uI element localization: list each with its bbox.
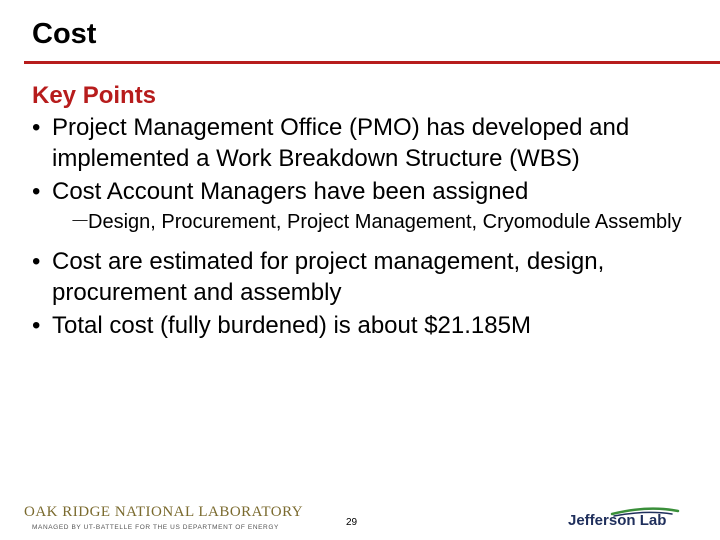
slide-body [32, 79, 702, 343]
bullet-dot: • [32, 248, 41, 275]
ornl-logo [24, 503, 304, 533]
ornl-name: OAK RIDGE NATIONAL LABORATORY [24, 504, 304, 520]
bullet-dot: • [32, 178, 41, 205]
key-points-heading: Key Points [32, 82, 157, 109]
bullet-text: Cost are estimated for project management, design, procurement and assembly [52, 248, 605, 306]
bullet-dot: • [32, 312, 41, 339]
bullet-text: Project Management Office (PMO) has developed and implemented a Work Breakdown Structure (WBS) [52, 114, 630, 172]
slide-title: Cost [32, 18, 97, 50]
jefferson-lab-swoosh-icon [568, 507, 696, 535]
bullet-item [32, 112, 702, 174]
sub-bullet-text: Design, Procurement, Project Management, Cryomodule Assembly [88, 211, 682, 233]
sub-bullet-item [32, 209, 702, 236]
sub-bullet-dash: － [70, 211, 90, 233]
bullet-text: Cost Account Managers have been assigned [52, 178, 529, 205]
page-number: 29 [346, 517, 358, 528]
ornl-tagline: MANAGED BY UT-BATTELLE FOR THE US DEPARTMENT OF ENERGY [32, 524, 279, 531]
bullet-dot: • [32, 114, 41, 141]
jefferson-lab-logo [568, 507, 696, 535]
title-divider [24, 61, 720, 64]
bullet-text: Total cost (fully burdened) is about $21.185M [52, 312, 531, 339]
jefferson-lab-name: Jefferson Lab [568, 512, 667, 529]
bullet-item [32, 176, 702, 207]
bullet-item [32, 310, 702, 341]
bullet-item [32, 246, 702, 308]
